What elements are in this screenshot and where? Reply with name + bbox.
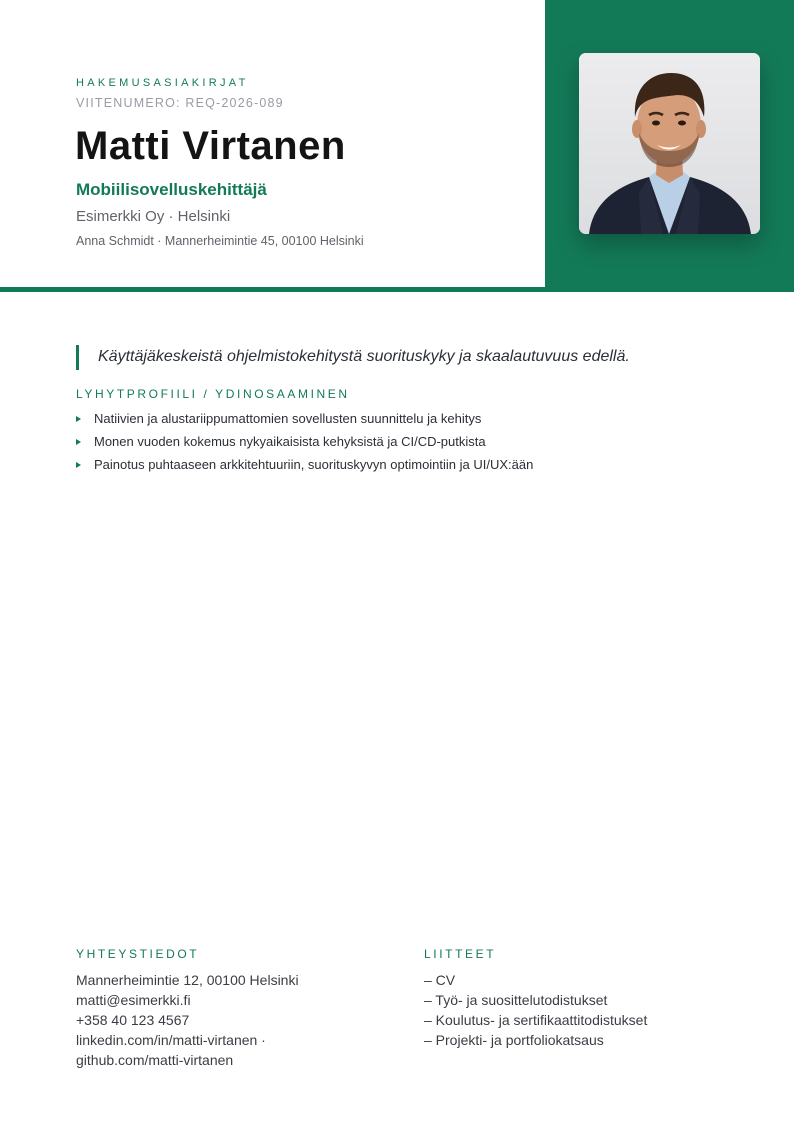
triangle-bullet-icon	[76, 462, 81, 468]
triangle-bullet-icon	[76, 416, 81, 422]
list-item-text: Painotus puhtaaseen arkkitehtuuriin, suorituskyvyn optimointiin ja UI/UX:ään	[94, 457, 534, 472]
attachment-item: – Työ- ja suosittelutodistukset	[424, 992, 608, 1008]
list-item	[76, 457, 533, 480]
job-title: Mobiilisovelluskehittäjä	[76, 180, 267, 199]
contact-section-title: YHTEYSTIEDOT	[76, 947, 200, 961]
recipient-address: Anna Schmidt · Mannerheimintie 45, 00100 Helsinki	[76, 234, 364, 248]
tagline-accent-bar	[76, 345, 79, 370]
contact-details	[76, 970, 376, 1070]
attachment-item: – CV	[424, 972, 456, 988]
list-item-text: Monen vuoden kokemus nykyaikaisista kehyksistä ja CI/CD-putkista	[94, 434, 486, 449]
reference-number: VIITENUMERO: REQ-2026-089	[76, 96, 284, 110]
profile-section-title: LYHYTPROFIILI / YDINOSAAMINEN	[76, 387, 350, 401]
attachment-item: – Projekti- ja portfoliokatsaus	[424, 1032, 604, 1048]
header-divider	[0, 287, 794, 292]
list-item-text: Natiivien ja alustariippumattomien sovellusten suunnittelu ja kehitys	[94, 411, 482, 426]
list-item	[76, 411, 533, 434]
contact-phone[interactable]: +358 40 123 4567	[76, 1012, 190, 1028]
list-item	[76, 434, 533, 457]
applicant-name: Matti Virtanen	[75, 124, 346, 168]
company-location: Esimerkki Oy · Helsinki	[76, 208, 231, 225]
contact-email[interactable]: matti@esimerkki.fi	[76, 992, 191, 1008]
profile-list	[76, 411, 533, 480]
portrait-photo	[579, 53, 760, 234]
attachments-section-title: LIITTEET	[424, 947, 497, 961]
attachments-list	[424, 970, 724, 1050]
contact-address: Mannerheimintie 12, 00100 Helsinki	[76, 972, 299, 988]
triangle-bullet-icon	[76, 439, 81, 445]
contact-links[interactable]: linkedin.com/in/matti-virtanen · github.com/matti-virtanen	[76, 1032, 266, 1068]
attachment-item: – Koulutus- ja sertifikaattitodistukset	[424, 1012, 648, 1028]
document-type-label: HAKEMUSASIAKIRJAT	[76, 77, 249, 89]
tagline: Käyttäjäkeskeistä ohjelmistokehitystä suorituskyky ja skaalautuvuus edellä.	[98, 348, 630, 365]
